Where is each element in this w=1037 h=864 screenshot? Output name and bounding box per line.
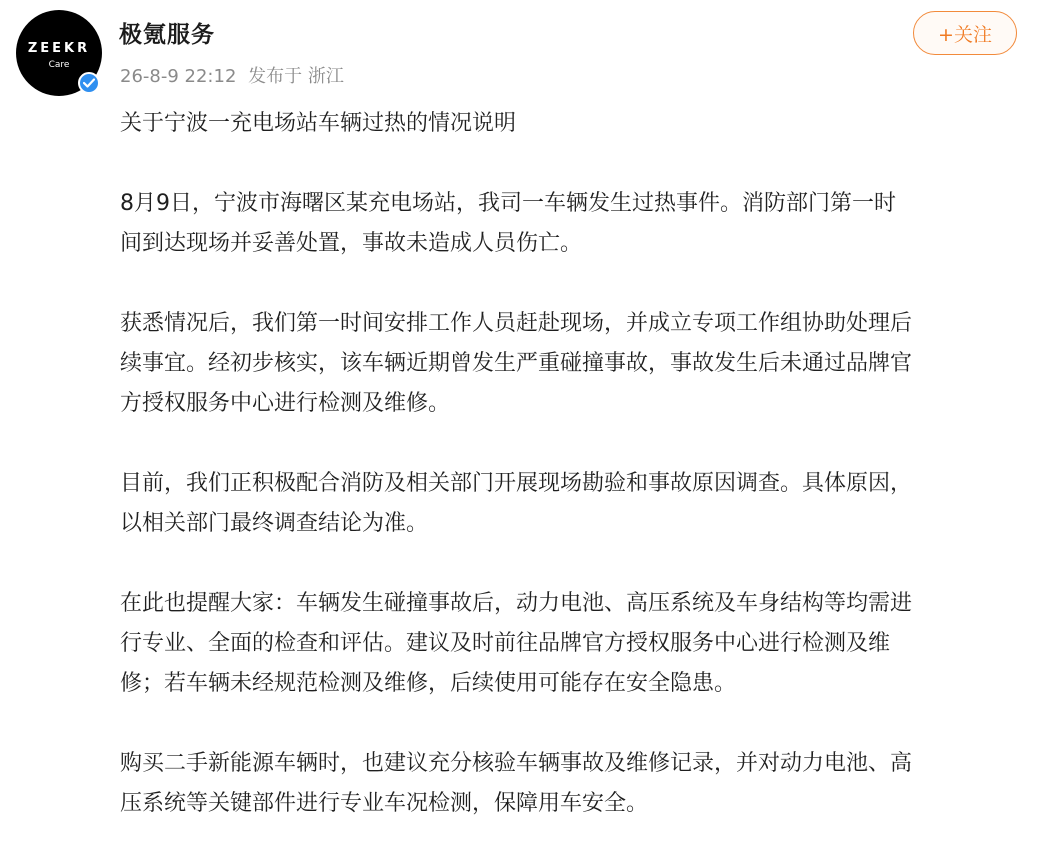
post-paragraph: 购买二手新能源车辆时，也建议充分核验车辆事故及维修记录，并对动力电池、高 压系统等关键部件进行专业车况检测，保障用车安全。 bbox=[120, 751, 913, 816]
verified-badge-icon bbox=[78, 72, 100, 94]
post-source: 发布于 浙江 bbox=[248, 66, 344, 87]
post-title: 关于宁波一充电场站车辆过热的情况说明 bbox=[120, 111, 517, 136]
post-paragraph: 获悉情况后，我们第一时间安排工作人员赶赴现场，并成立专项工作组协助处理后 续事宜。经初步核实，该车辆近期曾发生严重碰撞事故，事故发生后未通过品牌官 方授权服务中心进行检测及维修。 bbox=[120, 311, 913, 416]
post-paragraph: 8月9日，宁波市海曙区某充电场站，我司一车辆发生过热事件。消防部门第一时 间到达现场并妥善处置，事故未造成人员伤亡。 bbox=[120, 191, 896, 256]
post-paragraph: 在此也提醒大家：车辆发生碰撞事故后，动力电池、高压系统及车身结构等均需进 行专业、全面的检查和评估。建议及时前往品牌官方授权服务中心进行检测及维 修；若车辆未经规范检测及维修，后续使用可能存在安全隐患。 bbox=[120, 591, 913, 696]
post-timestamp: 26-8-9 22:12 bbox=[120, 66, 237, 87]
post-body bbox=[120, 104, 1025, 864]
avatar-logo-subtext: Care bbox=[48, 60, 70, 70]
avatar-logo-text: ZEEKR bbox=[27, 41, 91, 56]
post-paragraph: 目前，我们正积极配合消防及相关部门开展现场勘验和事故原因调查。具体原因， 以相关部门最终调查结论为准。 bbox=[120, 471, 913, 536]
follow-button[interactable]: +关注 bbox=[913, 11, 1017, 55]
post-meta bbox=[120, 62, 350, 88]
account-name[interactable]: 极氪服务 bbox=[119, 22, 215, 48]
